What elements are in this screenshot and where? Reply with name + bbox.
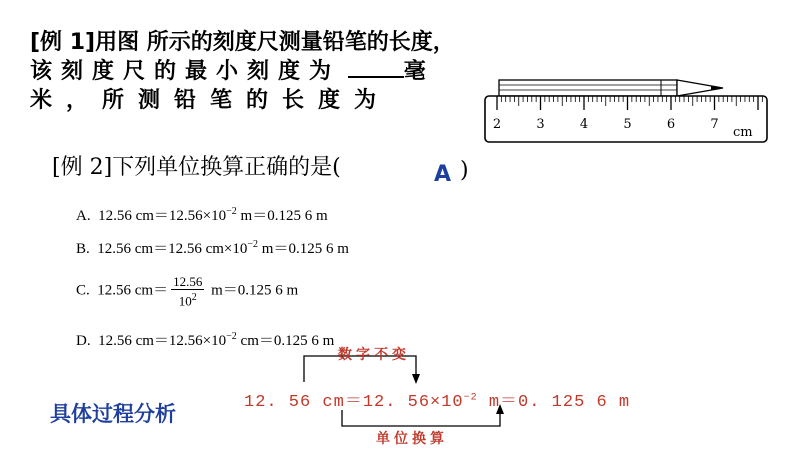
example-1-line-3: 米，所测铅笔的长度为: [30, 88, 391, 113]
option-letter: C.: [76, 282, 90, 299]
ruler-tick-label: 6: [666, 117, 676, 132]
equation-exponent: −2: [463, 392, 478, 404]
note-digits-unchanged: 数字不变: [338, 347, 410, 363]
ruler-tick-label: 4: [579, 117, 589, 132]
equation-part-1: 12. 56 cm＝12. 56×10: [244, 393, 464, 412]
ruler-tick-label: 7: [710, 117, 719, 132]
example-2-close-paren: ): [460, 158, 469, 183]
option-exponent: −2: [226, 206, 237, 217]
example-2-question: [例 2]下列单位换算正确的是(: [52, 155, 341, 180]
option-rhs: cm＝0.125 6 m: [236, 333, 335, 349]
analysis-equation: [244, 386, 630, 412]
ruler-illustration: [483, 76, 773, 146]
option-letter: A.: [76, 208, 91, 224]
fraction-denominator: $10^2$: [178, 292, 197, 309]
example-1-text: [30, 28, 490, 115]
example-2-answer: A: [434, 162, 452, 187]
ruler-unit-label: cm: [733, 125, 753, 140]
option-lhs: 12.56 cm＝12.56×10: [98, 208, 227, 224]
example-1-line-2: [30, 57, 490, 86]
option-letter: B.: [76, 241, 90, 257]
option-lhs: 12.56 cm＝12.56 cm×10: [97, 241, 248, 257]
answer-blank: [348, 60, 404, 78]
example-1-line-2-prefix: 该刻度尺的最小刻度为: [30, 59, 341, 84]
option-fraction: [171, 274, 204, 308]
pencil-icon: [499, 80, 723, 96]
option-lhs: 12.56 cm＝12.56×10: [98, 333, 227, 349]
example-1-line-2-suffix: 毫: [403, 59, 426, 84]
option-exponent: −2: [226, 331, 237, 342]
example-1-line-1: [例 1]用图 所示的刻度尺测量铅笔的长度，: [30, 30, 455, 55]
ruler-tick-label: 2: [492, 117, 502, 132]
option-rhs: m＝0.125 6 m: [236, 208, 328, 224]
option-c: [76, 274, 298, 308]
note-unit-conversion: 单位换算: [376, 431, 448, 447]
option-rhs: m＝0.125 6 m: [258, 241, 349, 257]
ruler-tick-label: 5: [623, 117, 632, 132]
equation-part-2: m＝0. 125 6 m: [477, 393, 631, 412]
ruler-tick-label: 3: [536, 117, 545, 132]
fraction-numerator: 12.56: [173, 274, 203, 289]
option-rhs: m＝0.125 6 m: [207, 282, 299, 299]
option-letter: D.: [76, 333, 91, 349]
option-a: [76, 204, 328, 225]
option-exponent: −2: [247, 239, 259, 250]
analysis-label: 具体过程分析: [50, 402, 176, 426]
option-lhs: 12.56 cm＝: [97, 282, 169, 299]
option-b: [76, 237, 349, 258]
